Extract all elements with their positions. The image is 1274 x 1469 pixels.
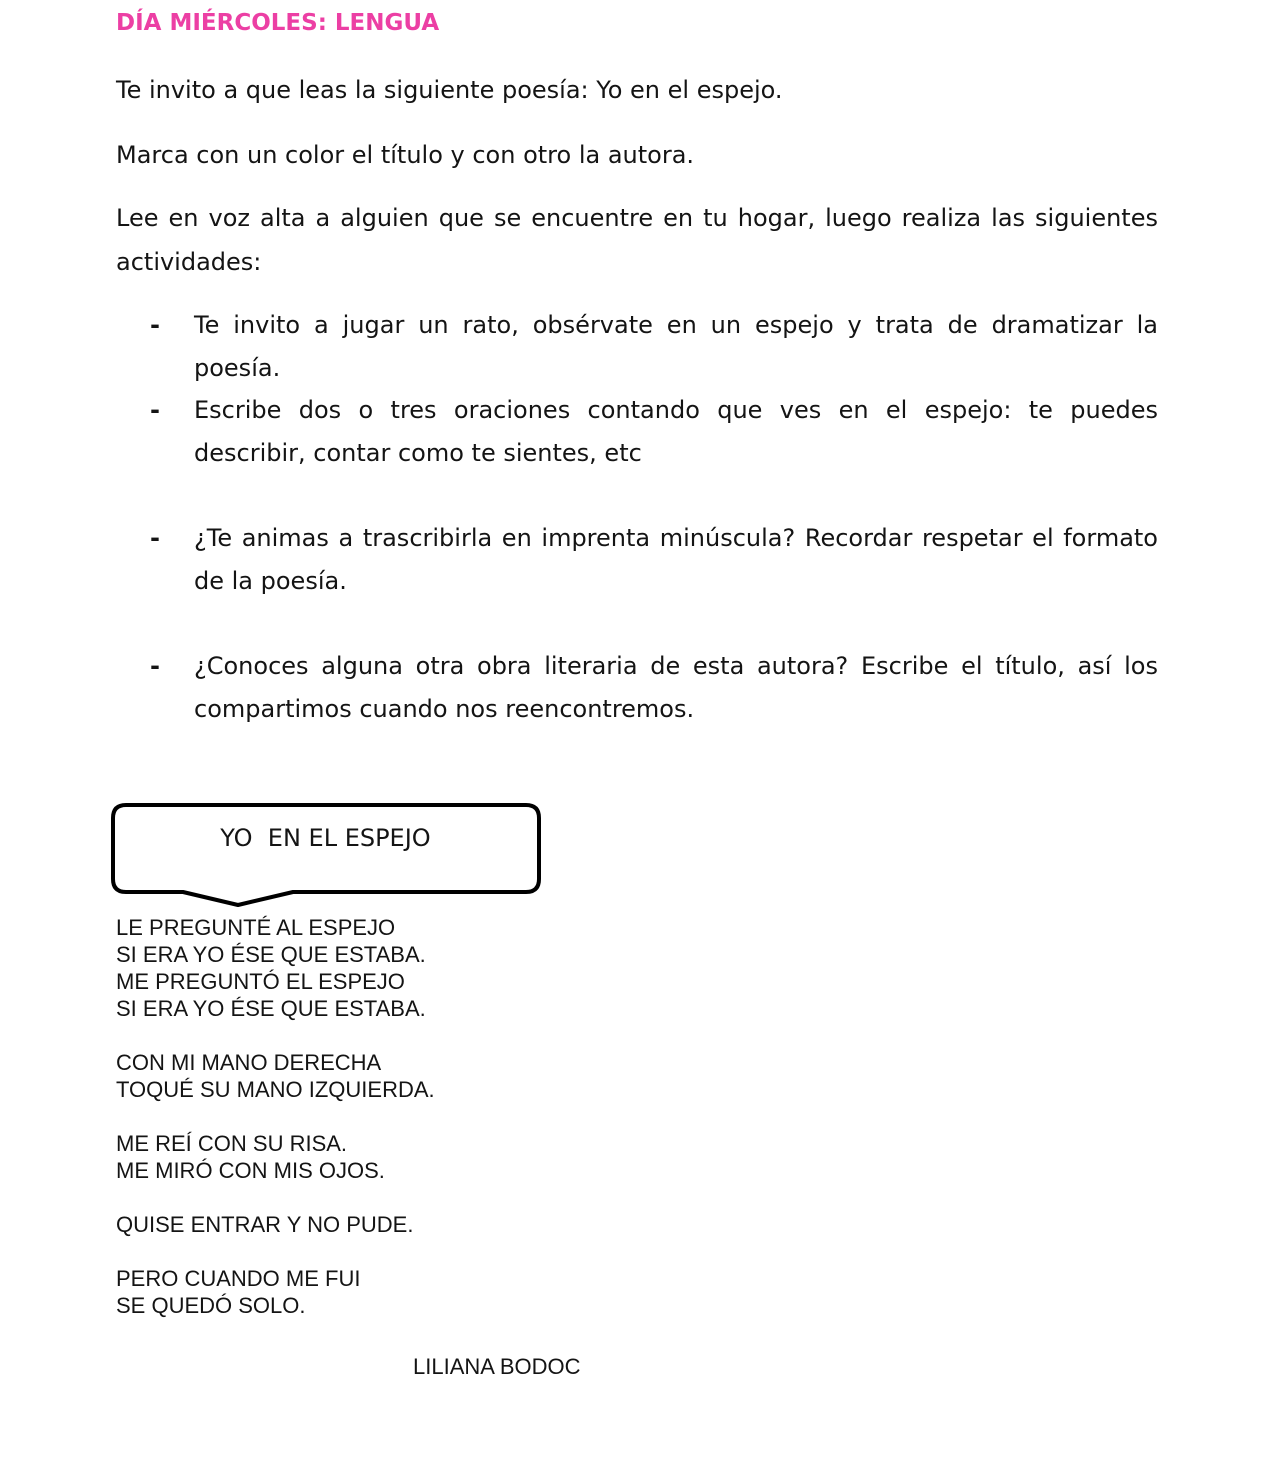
poem-verse: ME MIRÓ CON MIS OJOS. (116, 1158, 385, 1183)
poem-stanza (116, 1049, 716, 1103)
instruction-paragraph-1: Te invito a que leas la siguiente poesía: Yo en el espejo. (116, 76, 783, 104)
poem-verse: ME PREGUNTÓ EL ESPEJO (116, 969, 405, 994)
page-heading: DÍA MIÉRCOLES: LENGUA (116, 10, 440, 36)
poem-verse: TOQUÉ SU MANO IZQUIERDA. (116, 1077, 435, 1102)
poem-verse: CON MI MANO DERECHA (116, 1050, 382, 1075)
poem-title-callout (108, 800, 548, 910)
poem-verse: QUISE ENTRAR Y NO PUDE. (116, 1212, 414, 1237)
bullet-dash: - (150, 524, 160, 552)
poem-stanza (116, 1265, 716, 1319)
poem-author: LILIANA BODOC (413, 1354, 581, 1379)
bullet-dash: - (150, 652, 160, 680)
activity-text: Escribe dos o tres oraciones contando que ves en el espejo: te puedes describir, contar como te sientes, etc (194, 396, 1158, 467)
poem-verse: PERO CUANDO ME FUI (116, 1266, 361, 1291)
poem-verse: LE PREGUNTÉ AL ESPEJO (116, 915, 396, 940)
activity-text: ¿Te animas a trascribirla en imprenta minúscula? Recordar respetar el formato de la poesía. (194, 524, 1158, 595)
speech-bubble-shape (108, 800, 548, 910)
bullet-dash: - (150, 311, 160, 339)
poem-verse: ME REÍ CON SU RISA. (116, 1131, 348, 1156)
poem-stanza (116, 1130, 716, 1184)
poem-body (116, 914, 716, 1346)
poem-verse: SE QUEDÓ SOLO. (116, 1293, 306, 1318)
activity-text: ¿Conoces alguna otra obra literaria de esta autora? Escribe el título, así los compartimos cuando nos reencontremos. (194, 652, 1158, 723)
bullet-dash: - (150, 396, 160, 424)
poem-title: YO EN EL ESPEJO (220, 824, 431, 852)
poem-verse: SI ERA YO ÉSE QUE ESTABA. (116, 996, 426, 1021)
poem-stanza (116, 914, 716, 1022)
instruction-paragraph-3: Lee en voz alta a alguien que se encuentre en tu hogar, luego realiza las siguientes actividades: (116, 204, 1158, 276)
poem-verse: SI ERA YO ÉSE QUE ESTABA. (116, 942, 426, 967)
poem-stanza (116, 1211, 716, 1238)
instruction-paragraph-2: Marca con un color el título y con otro la autora. (116, 141, 695, 169)
activity-text: Te invito a jugar un rato, obsérvate en un espejo y trata de dramatizar la poesía. (194, 311, 1158, 382)
